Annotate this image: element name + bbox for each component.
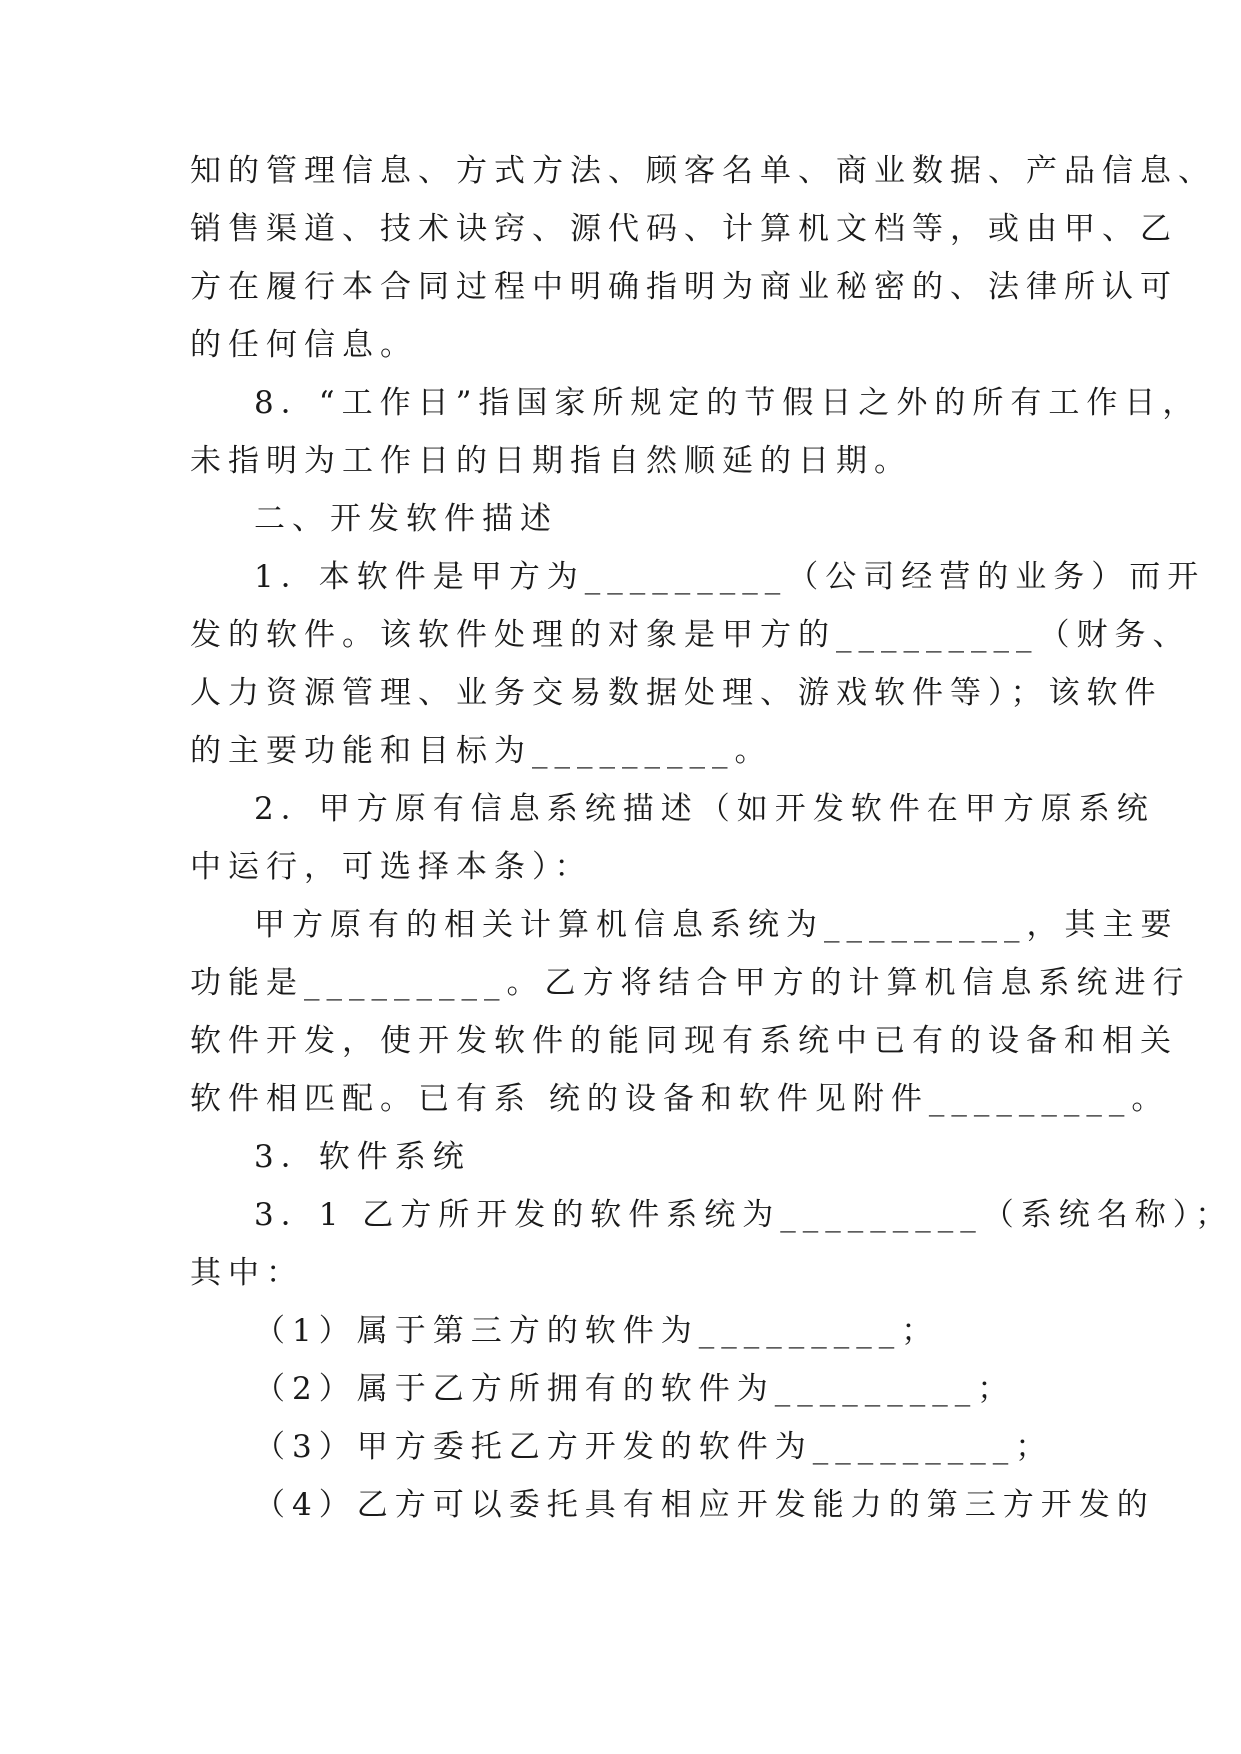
document-page bbox=[190, 142, 1234, 1534]
text-line: 知的管理信息、方式方法、顾客名单、商业数据、产品信息、 bbox=[190, 153, 1216, 189]
text-line: 发的软件。该软件处理的对象是甲方的_________（财务、 bbox=[190, 617, 1191, 653]
text-line: 销售渠道、技术诀窍、源代码、计算机文档等，或由甲、乙 bbox=[190, 211, 1178, 247]
text-line: 人力资源管理、业务交易数据处理、游戏软件等）；该软件 bbox=[190, 675, 1163, 711]
text-line: 软件相匹配。已有系 统的设备和软件见附件_________。 bbox=[190, 1081, 1170, 1117]
clause-1-line: 1．本软件是甲方为_________（公司经营的业务）而开 bbox=[254, 559, 1206, 595]
list-item: （4）乙方可以委托具有相应开发能力的第三方开发的 bbox=[254, 1487, 1155, 1523]
text-line: 其中： bbox=[190, 1255, 304, 1291]
list-item: （1）属于第三方的软件为_________； bbox=[254, 1313, 940, 1349]
clause-3-1-line: 3．1 乙方所开发的软件系统为_________（系统名称）； bbox=[254, 1197, 1234, 1233]
clause-2-line: 2．甲方原有信息系统描述（如开发软件在甲方原系统 bbox=[254, 791, 1155, 827]
section-heading: 二、开发软件描述 bbox=[254, 501, 558, 537]
list-item: （2）属于乙方所拥有的软件为_________； bbox=[254, 1371, 1016, 1407]
clause-8-line: 8．“工作日”指国家所规定的节假日之外的所有工作日， bbox=[254, 385, 1201, 421]
text-line: 功能是_________。乙方将结合甲方的计算机信息系统进行 bbox=[190, 965, 1191, 1001]
text-line: 的任何信息。 bbox=[190, 327, 418, 363]
clause-3-heading: 3．软件系统 bbox=[254, 1139, 471, 1175]
list-item: （3）甲方委托乙方开发的软件为_________； bbox=[254, 1429, 1054, 1465]
text-line: 的主要功能和目标为_________。 bbox=[190, 733, 773, 769]
text-line: 中运行，可选择本条）： bbox=[190, 849, 593, 885]
text-line: 方在履行本合同过程中明确指明为商业秘密的、法律所认可 bbox=[190, 269, 1178, 305]
paragraph-line: 甲方原有的相关计算机信息系统为_________，其主要 bbox=[254, 907, 1179, 943]
text-line: 未指明为工作日的日期指自然顺延的日期。 bbox=[190, 443, 912, 479]
text-line: 软件开发，使开发软件的能同现有系统中已有的设备和相关 bbox=[190, 1023, 1178, 1059]
